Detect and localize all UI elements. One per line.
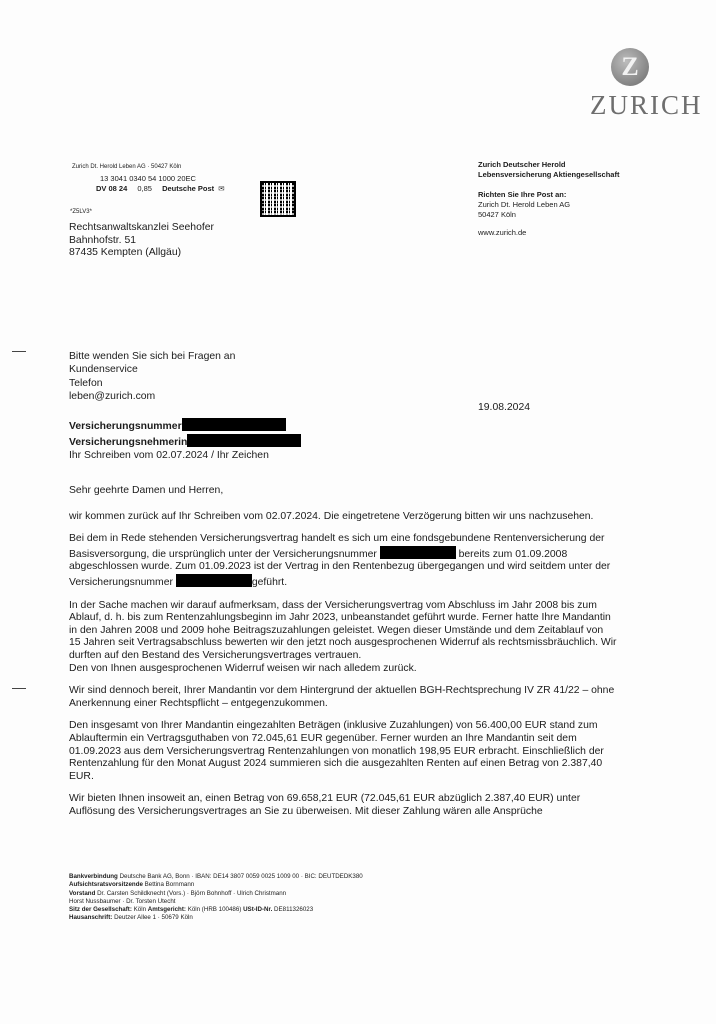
board-value-2: Horst Nussbaumer · Dr. Torsten Utecht bbox=[69, 897, 176, 905]
paragraph-2-part-b: bereits zum 01.09.2008 abgeschlossen wurde. Zum 01.09.2023 ist der Vertrag in den Rentenbezug übergegangen und wird seitdem unter der Versicherungsnummer bbox=[69, 548, 611, 588]
paragraph-3-text: In der Sache machen wir darauf aufmerksam, dass der Versicherungsvertrag vom Abschluss im Jahr 2008 bis zum Ablauf, d. h. bis zum Rentenzahlungsbeginn im Jahr 2023, unbeanstandet geführt wurde. Ferner hatte Ihre Mandantin in den Jahren 2008 und 2009 hohe Beitragszuzahlungen geleistet. Wegen dieser Umstände und dem Zeitablauf von 15 Jahren seit Vertragsabschluss bewerten wir den jetzt noch ausgesprochenen Widerruf als rechtsmissbräuchlich. Wir durften auf den Bestand des Versicherungsvertrages vertrauen. bbox=[69, 599, 617, 661]
bank-label: Bankverbindung bbox=[69, 873, 118, 880]
post-address-1: Zurich Dt. Herold Leben AG bbox=[478, 200, 571, 209]
paragraph-3 bbox=[69, 600, 617, 676]
letter-date: 19.08.2024 bbox=[478, 402, 531, 413]
postage-price: 0,85 bbox=[137, 184, 152, 193]
zurich-emblem-icon bbox=[611, 48, 649, 86]
contact-line1: Bitte wenden Sie sich bei Fragen an bbox=[69, 351, 236, 362]
fold-mark-top bbox=[12, 351, 26, 352]
contact-line3: Telefon bbox=[69, 377, 103, 389]
reference-block bbox=[69, 418, 301, 463]
policy-holder-label: Versicherungsnehmerin bbox=[69, 436, 188, 448]
paragraph-4: Wir sind dennoch bereit, Ihrer Mandantin vor dem Hintergrund der aktuellen BGH-Rechtsprechung IV ZR 41/22 – ohne Anerkennung einer Rechtspflicht – entgegenzukommen. bbox=[69, 685, 615, 709]
postal-code-line: 13 3041 0340 54 1000 20EC bbox=[100, 174, 196, 183]
post-address-2: 50427 Köln bbox=[478, 210, 516, 219]
vat-value: DE811326023 bbox=[274, 906, 314, 914]
bank-value: Deutsche Bank AG, Bonn · IBAN: DE14 3807 0059 0025 1009 00 · BIC: DEUTDEDK380 bbox=[119, 873, 363, 880]
paragraph-2-part-a: Bei dem in Rede stehenden Versicherungsvertrag handelt es sich um eine fondsgebundene Rentenversicherung der Basisversorgung, die ursprünglich unter der Versicherungsnummer bbox=[69, 533, 605, 560]
paragraph-2-part-c: geführt. bbox=[251, 576, 288, 588]
recipient-line1: Rechtsanwaltskanzlei Seehofer bbox=[69, 222, 214, 233]
salutation: Sehr geehrte Damen und Herren, bbox=[69, 485, 224, 496]
company-info bbox=[478, 160, 619, 238]
letter-body bbox=[69, 485, 617, 828]
letter-reference: Ihr Schreiben vom 02.07.2024 / Ihr Zeichen bbox=[69, 450, 269, 461]
redaction-new-policy-number bbox=[176, 574, 252, 587]
company-name-2: Lebensversicherung Aktiengesellschaft bbox=[478, 170, 620, 179]
redaction-policy-number bbox=[182, 418, 286, 431]
court-value: Köln (HRB 100486) bbox=[187, 906, 242, 914]
paragraph-1: wir kommen zurück auf Ihr Schreiben vom 02.07.2024. Die eingetretene Verzögerung bitten wir uns nachzusehen. bbox=[69, 510, 594, 522]
dv-code: DV 08 24 bbox=[96, 184, 128, 193]
paragraph-5: Den insgesamt von Ihrer Mandantin eingezahlten Beträgen (inklusive Zuzahlungen) von 56.400,00 EUR stand zum Ablauftermin ein Vertragsguthaben von 72.045,61 EUR gegenüber. Ferner wurden an Ihre Mandantin seit dem 01.09.2023 aus dem Versicherungsvertrag Rentenzahlungen von monatlich 198,95 EUR erbracht. Einschließlich der Rentenzahlung für den Monat August 2024 summieren sich die ausgezahlten Renten auf einen Betrag von 2.387,40 EUR. bbox=[69, 720, 604, 782]
address-label: Hausanschrift: bbox=[69, 914, 113, 922]
chair-value: Bettina Bornmann bbox=[144, 881, 195, 889]
paragraph-6: Wir bieten Ihnen insoweit an, einen Betrag von 69.658,21 EUR (72.045,61 EUR abzüglich 2.387,40 EUR) unter Auflösung des Versicherungsvertrages an Sie zu überweisen. Mit dieser Zahlung wären alle Ansprüche bbox=[69, 793, 581, 817]
recipient-line3: 87435 Kempten (Allgäu) bbox=[69, 247, 182, 259]
logo-text: ZURICH bbox=[590, 90, 703, 120]
address-value: Deutzer Allee 1 · 50679 Köln bbox=[114, 914, 193, 922]
website: www.zurich.de bbox=[478, 228, 527, 237]
vat-label: USt-ID-Nr. bbox=[243, 906, 273, 914]
chair-label: Aufsichtsratsvorsitzende bbox=[69, 881, 143, 889]
post-heading: Richten Sie Ihre Post an: bbox=[478, 190, 567, 199]
fold-mark-bottom bbox=[12, 688, 26, 689]
postal-carrier: Deutsche Post bbox=[162, 184, 215, 193]
contact-line2: Kundenservice bbox=[69, 364, 138, 376]
sender-line: Zurich Dt. Herold Leben AG · 50427 Köln bbox=[72, 164, 182, 170]
board-label: Vorstand bbox=[69, 889, 96, 897]
recipient-address bbox=[69, 222, 214, 260]
recipient-line2: Bahnhofstr. 51 bbox=[69, 234, 137, 246]
recipient-ref: *Z5LV3* bbox=[70, 209, 92, 215]
company-name-1: Zurich Deutscher Herold bbox=[478, 160, 566, 169]
postage-stamp bbox=[96, 184, 225, 193]
paragraph-2 bbox=[69, 533, 617, 589]
contact-block bbox=[69, 350, 235, 403]
board-value: Dr. Carsten Schildknecht (Vors.) · Björn Bohnhoff · Ulrich Christmann bbox=[97, 889, 287, 897]
zurich-logo bbox=[590, 48, 703, 121]
redaction-policy-holder bbox=[187, 434, 301, 447]
qr-code bbox=[260, 181, 296, 217]
seat-value: Köln bbox=[133, 906, 147, 914]
court-label: Amtsgericht: bbox=[147, 906, 186, 914]
contact-email: leben@zurich.com bbox=[69, 390, 156, 402]
letter-footer bbox=[69, 873, 629, 923]
paragraph-3-conclusion: Den von Ihnen ausgesprochenen Widerruf weisen wir nach alledem zurück. bbox=[69, 662, 417, 674]
post-horn-icon: ✉ bbox=[218, 184, 225, 193]
policy-number-label: Versicherungsnummer bbox=[69, 421, 182, 432]
seat-label: Sitz der Gesellschaft: bbox=[69, 906, 132, 914]
redaction-old-policy-number bbox=[380, 546, 456, 559]
